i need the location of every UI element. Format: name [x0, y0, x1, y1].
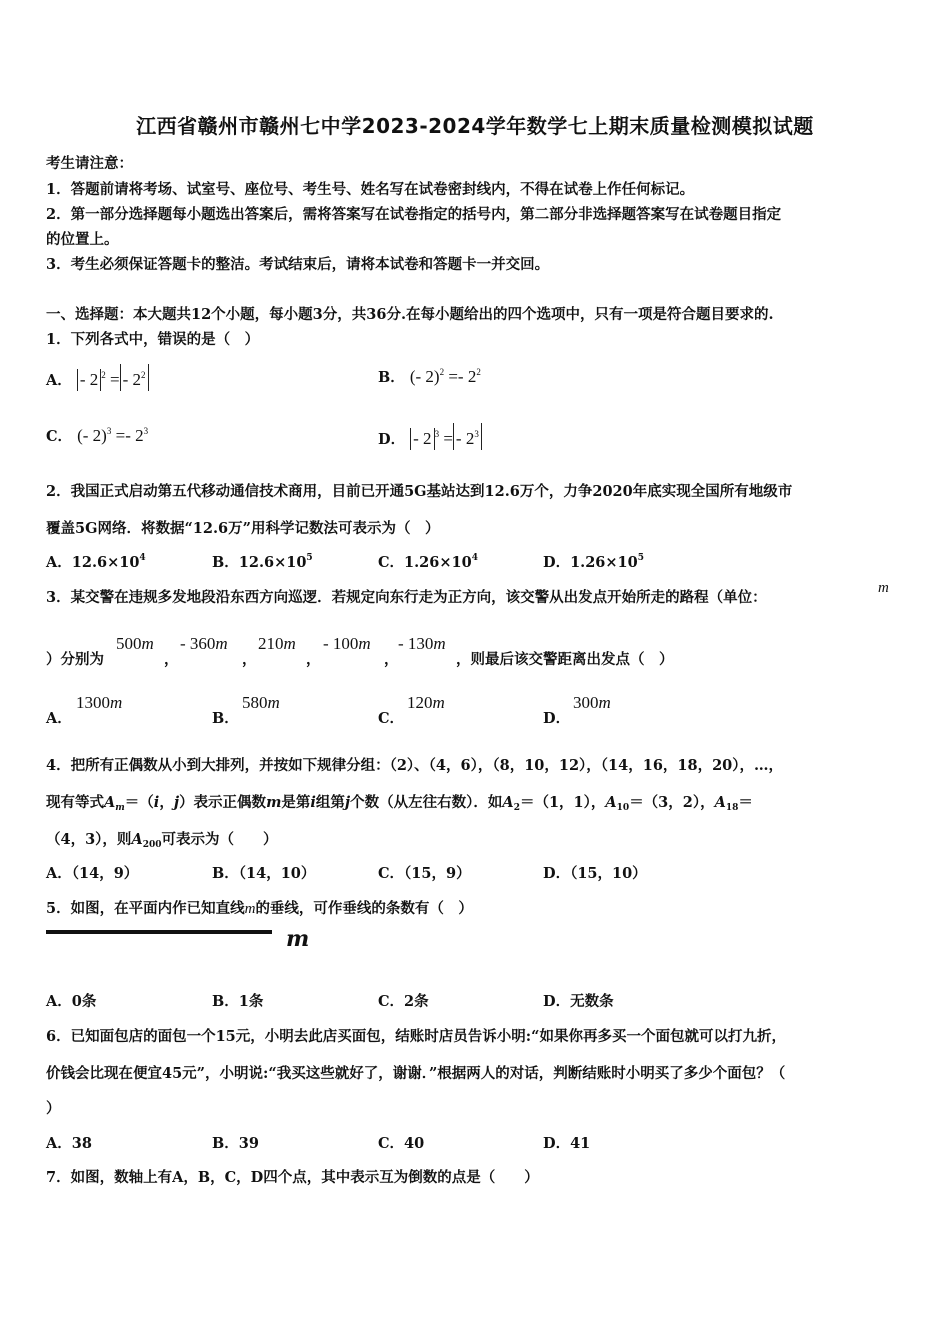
option-label: D． — [378, 431, 406, 448]
q5-option-a: A．0条 — [46, 993, 97, 1010]
q4-stem-line-1: 4．把所有正偶数从小到大排列，并按如下规律分组：（2）、（4，6），（8，10，12），（14，16，18，20），…， — [46, 757, 784, 774]
page-title: 江西省赣州市赣州七中学2023-2024学年数学七上期末质量检测模拟试题 — [136, 114, 814, 138]
q6-option-b: B．39 — [212, 1135, 259, 1152]
figure-line-m — [46, 930, 272, 934]
q3-value-3: 210m — [258, 634, 296, 653]
q2-stem-line-1: 2．我国正式启动第五代移动通信技术商用，目前已开通5G基站达到12.6万个，力争2020年底实现全国所有地级市 — [46, 483, 793, 500]
q1-d-expression: - 2 $^3$ = - $2^3$ — [410, 429, 482, 448]
q3-sep: ， — [164, 651, 179, 668]
notice-item-3: 3．考生必须保证答题卡的整洁。考试结束后，请将本试卷和答题卡一并交回。 — [46, 256, 550, 273]
figure-label-m: m — [286, 926, 310, 952]
q2-option-b: B．$12.6\times 10^5$ — [212, 553, 313, 571]
q3-sep: ， — [384, 651, 399, 668]
q1-option-c — [46, 425, 148, 446]
q4-option-c: C．（15，9） — [378, 865, 471, 882]
q6-option-c: C．40 — [378, 1135, 425, 1152]
q3-unit: m — [878, 580, 889, 596]
q6-option-a: A．38 — [46, 1135, 92, 1152]
q3-stem-line-2-end: ，则最后该交警距离出发点（ ） — [456, 651, 674, 668]
q1-b-expression: (- $2)^2 =- 2^2$ — [409, 367, 481, 386]
q1-c-expression: (- $2)^3 =- 2^3$ — [77, 426, 149, 445]
q3-option-c-label: C． — [378, 710, 405, 727]
q2-option-d: D．$1.26\times 10^5$ — [543, 553, 644, 571]
q4-stem-line-3: （4，3），则$A_{200}$可表示为（ ） — [46, 831, 278, 850]
q3-sep: ， — [242, 651, 257, 668]
section-header: 一、选择题：本大题共12个小题，每小题3分，共36分.在每小题给出的四个选项中，只有一项是符合题目要求的. — [46, 306, 774, 323]
q3-option-d: 300m — [573, 693, 611, 712]
q2-option-a: A．$12.6\times 10^4$ — [46, 553, 146, 571]
q1-stem: 1．下列各式中，错误的是（ ） — [46, 331, 260, 348]
q7-stem: 7．如图，数轴上有A，B，C，D四个点，其中表示互为倒数的点是（ ） — [46, 1169, 539, 1186]
q2-option-c: C．$1.26\times 10^4$ — [378, 553, 478, 571]
option-label: A． — [46, 372, 72, 389]
q3-option-b-label: B． — [212, 710, 239, 727]
q3-stem-line-2-start: ）分别为 — [46, 651, 104, 668]
q6-option-d: D．41 — [543, 1135, 591, 1152]
q3-option-a: 1300m — [76, 693, 123, 712]
q1-option-b — [378, 366, 481, 387]
q6-stem-line-3: ） — [46, 1100, 61, 1117]
q5-option-c: C．2条 — [378, 993, 429, 1010]
q3-stem-line-1: 3．某交警在违规多发地段沿东西方向巡逻．若规定向东行走为正方向，该交警从出发点开始所走的路程（单位： — [46, 589, 767, 606]
option-label: C． — [46, 428, 73, 445]
q6-stem-line-1: 6．已知面包店的面包一个15元，小明去此店买面包，结账时店员告诉小明:“如果你再多买一个面包就可以打九折， — [46, 1028, 786, 1045]
notice-item-1: 1．答题前请将考场、试室号、座位号、考生号、姓名写在试卷密封线内，不得在试卷上作任何标记。 — [46, 181, 695, 198]
q3-value-2: - 360m — [180, 634, 228, 653]
q6-stem-line-2: 价钱会比现在便宜45元”，小明说:“我买这些就好了，谢谢．”根据两人的对话，判断结账时小明买了多少个面包？（ — [46, 1065, 786, 1082]
q3-value-5: - 130m — [398, 634, 446, 653]
q5-stem: 5．如图，在平面内作已知直线m的垂线，可作垂线的条数有（ ） — [46, 900, 473, 917]
q1-option-d — [378, 423, 482, 450]
q5-option-d: D．无数条 — [543, 993, 614, 1010]
q4-option-a: A．（14，9） — [46, 865, 139, 882]
q4-stem-line-2: 现有等式$A_m=(i$，j）表示正偶数m是第i组第j个数（从左往右数）．如$A_2=(1$，1），$A_{10}=(3$，2），$A_{18}=$ — [46, 794, 753, 813]
q3-option-c: 120m — [407, 693, 445, 712]
notice-header: 考生请注意： — [46, 155, 133, 172]
q2-stem-line-2: 覆盖5G网络．将数据“12.6万”用科学记数法可表示为（ ） — [46, 520, 440, 537]
q4-option-d: D．（15，10） — [543, 865, 647, 882]
q3-option-a-label: A． — [46, 710, 72, 727]
q3-value-1: 500m — [116, 634, 154, 653]
q1-a-expression: - 2 $^2$ = - $2^2$ — [77, 370, 149, 389]
q3-sep: ， — [306, 651, 321, 668]
q3-value-4: - 100m — [323, 634, 371, 653]
q3-option-d-label: D． — [543, 710, 571, 727]
notice-item-2: 2．第一部分选择题每小题选出答案后，需将答案写在试卷指定的括号内，第二部分非选择题答案写在试卷题目指定 — [46, 206, 782, 223]
q3-option-b: 580m — [242, 693, 280, 712]
q5-option-b: B．1条 — [212, 993, 264, 1010]
q1-option-a — [46, 364, 149, 391]
notice-item-2-cont: 的位置上。 — [46, 231, 119, 248]
option-label: B． — [378, 369, 405, 386]
q4-option-b: B．（14，10） — [212, 865, 316, 882]
